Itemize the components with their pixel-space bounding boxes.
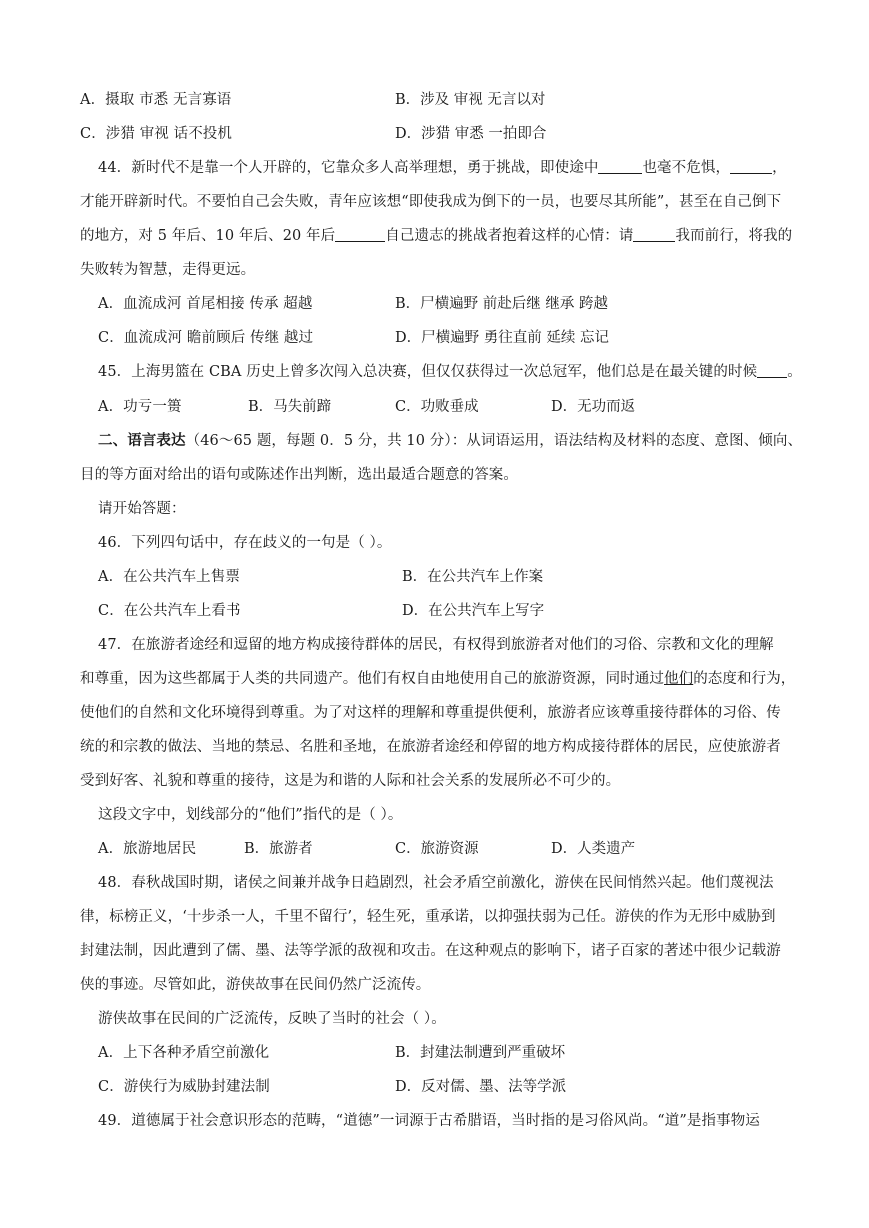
q46-option-d: D．在公共汽车上写字 [402, 603, 545, 619]
q48-line-2: 律，标榜正义，‘十步杀一人，千里不留行’，轻生死，重承诺，以抑强扶弱为己任。游侠的作为无形中威胁到 [80, 909, 776, 925]
q49-line-1: 49．道德属于社会意识形态的范畴，“道德”一词源于古希腊语，当时指的是习俗风尚。“道”是指事物运 [98, 1113, 760, 1129]
q48-option-c: C．游侠行为威胁封建法制 [98, 1079, 270, 1095]
q46-option-c: C．在公共汽车上看书 [98, 603, 241, 619]
q47-option-b: B．旅游者 [244, 841, 313, 857]
section-title: 二、语言表达 [98, 432, 186, 449]
q47-option-c: C．旅游资源 [395, 841, 479, 857]
q47-line-2: 和尊重，因为这些都属于人类的共同遗产。他们有权自由地使用自己的旅游资源，同时通过他们的态度和行为， [80, 671, 796, 687]
q48-line-1: 48．春秋战国时期，诸侯之间兼并战争日趋剧烈，社会矛盾空前激化，游侠在民间悄然兴起。他们蔑视法 [98, 875, 774, 891]
q47-option-a: A．旅游地居民 [98, 841, 197, 857]
q47-line-1: 47．在旅游者途经和逗留的地方构成接待群体的居民，有权得到旅游者对他们的习俗、宗教和文化的理解 [98, 637, 774, 653]
q44-line-3: 的地方，对 5 年后、10 年后、20 年后 自己遗志的挑战者抱着这样的心情：请 我而前行，将我的 [80, 228, 793, 244]
q48-line-3: 封建法制，因此遭到了儒、墨、法等学派的敌视和攻击。在这种观点的影响下，诸子百家的著述中很少记载游 [80, 943, 781, 959]
q43-option-a: A．摄取 市悉 无言寡语 [80, 92, 232, 108]
q45-option-a: A．功亏一篑 [98, 399, 182, 415]
fill-blank [598, 159, 642, 174]
q45-option-b: B．马失前蹄 [248, 399, 332, 415]
q43-option-b: B．涉及 审视 无言以对 [395, 92, 546, 108]
underlined-word: 他们 [664, 671, 694, 687]
q45-option-d: D．无功而返 [551, 399, 636, 415]
q48-option-a: A．上下各种矛盾空前激化 [98, 1045, 270, 1061]
q43-option-d: D．涉猎 审悉 一拍即合 [395, 126, 547, 142]
q44-option-a: A．血流成河 首尾相接 传承 超越 [98, 296, 313, 312]
q44-option-c: C．血流成河 瞻前顾后 传继 越过 [98, 330, 314, 346]
q47-option-d: D．人类遗产 [551, 841, 636, 857]
q48-question: 游侠故事在民间的广泛流传，反映了当时的社会（ ）。 [98, 1011, 446, 1027]
q44-line-1: 44．新时代不是靠一个人开辟的，它靠众多人高举理想，勇于挑战，即使途中 也毫不危惧， ， [98, 160, 787, 176]
start-prompt: 请开始答题： [98, 501, 186, 517]
section-heading: 二、语言表达（46～65 题，每题 0．5 分，共 10 分）：从词语运用，语法结构及材料的态度、意图、倾向、 [98, 432, 803, 449]
q43-option-c: C．涉猎 审视 话不投机 [80, 126, 233, 142]
q44-option-b: B．尸横遍野 前赴后继 继承 跨越 [395, 296, 608, 312]
q47-line-4: 统的和宗教的做法、当地的禁忌、名胜和圣地，在旅游者途经和停留的地方构成接待群体的居民，应使旅游者 [80, 739, 781, 755]
fill-blank [730, 159, 772, 174]
q45-option-c: C．功败垂成 [395, 399, 479, 415]
q44-option-d: D．尸横遍野 勇往直前 延续 忘记 [395, 330, 609, 346]
fill-blank [335, 227, 385, 242]
fill-blank [757, 363, 787, 378]
q44-line-4: 失败转为智慧，走得更远。 [80, 262, 256, 278]
q45-stem: 45．上海男篮在 CBA 历史上曾多次闯入总决赛，但仅仅获得过一次总冠军，他们总是在最关键的时候 。 [98, 364, 802, 380]
q48-option-b: B．封建法制遭到严重破坏 [395, 1045, 566, 1061]
q46-stem: 46．下列四句话中，存在歧义的一句是（ ）。 [98, 535, 392, 551]
q47-line-3: 使他们的自然和文化环境得到尊重。为了对这样的理解和尊重提供便利，旅游者应该尊重接待群体的习俗、传 [80, 705, 781, 721]
fill-blank [633, 227, 675, 242]
section-description: 目的等方面对给出的语句或陈述作出判断，选出最适合题意的答案。 [80, 467, 518, 483]
q44-line-2: 才能开辟新时代。不要怕自己会失败，青年应该想“即使我成为倒下的一员，也要尽其所能”，甚至在自己倒下 [80, 194, 782, 210]
q47-line-5: 受到好客、礼貌和尊重的接待，这是为和谐的人际和社会关系的发展所必不可少的。 [80, 773, 621, 789]
q47-question: 这段文字中，划线部分的“他们”指代的是（ ）。 [98, 807, 403, 823]
q46-option-b: B．在公共汽车上作案 [402, 569, 544, 585]
q48-line-4: 侠的事迹。尽管如此，游侠故事在民间仍然广泛流传。 [80, 977, 431, 993]
q46-option-a: A．在公共汽车上售票 [98, 569, 240, 585]
q48-option-d: D．反对儒、墨、法等学派 [395, 1079, 567, 1095]
